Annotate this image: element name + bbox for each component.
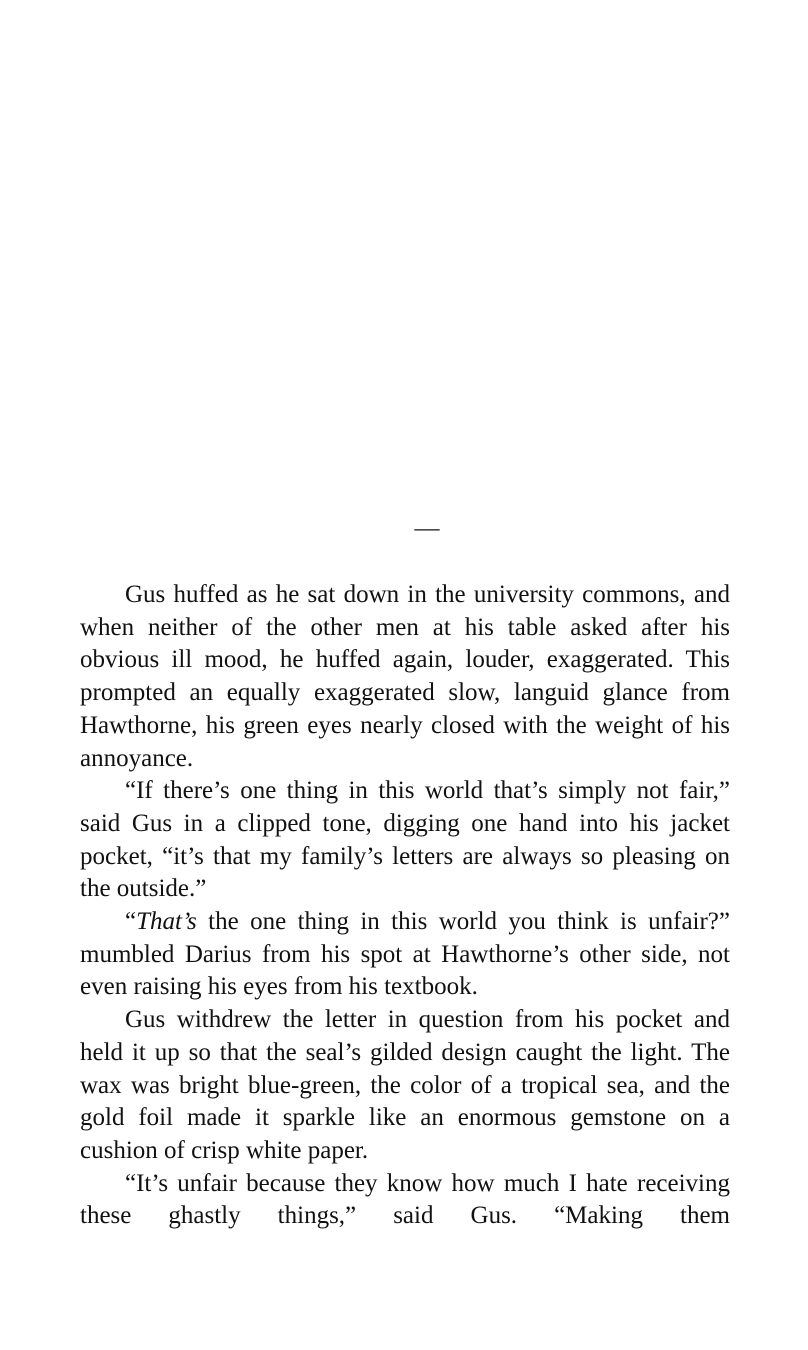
paragraph-1 (80, 579, 730, 775)
section-divider: — (414, 515, 440, 542)
paragraph-3 (80, 906, 730, 1004)
body-text (80, 579, 730, 1233)
paragraph-3-emphasis: That’s (136, 908, 197, 936)
paragraph-2 (80, 775, 730, 906)
paragraph-2-text: “If there’s one thing in this world that’s simply not fair,” said Gus in a clipped tone, digging one hand into his jacket pocket, “it’s that my family’s letters are always so pleasing on the outside.” (80, 777, 730, 903)
paragraph-4 (80, 1004, 730, 1168)
paragraph-4-text: Gus withdrew the letter in question from his pocket and held it up so that the seal’s gilded design caught the light. The wax was bright blue-green, the color of a tropical sea, and the gold foil made it sparkle like an enormous gemstone on a cushion of crisp white paper. (80, 1006, 730, 1164)
paragraph-5-text: “It’s unfair because they know how much I hate receiving these ghastly things,” said Gus. “Making them (80, 1169, 730, 1230)
paragraph-3-text: the one thing in this world you think is unfair?” mumbled Darius from his spot at Hawthorne’s other side, not even raising his eyes from his textbook. (80, 908, 730, 1001)
paragraph-1-text: Gus huffed as he sat down in the university commons, and when neither of the other men at his table asked after his obvious ill mood, he huffed again, louder, exaggerated. This prompted an equally exaggerated slow, languid glance from Hawthorne, his green eyes nearly closed with the weight of his annoyance. (80, 581, 730, 772)
paragraph-3-open-quote: “ (125, 908, 137, 936)
paragraph-5 (80, 1168, 730, 1233)
